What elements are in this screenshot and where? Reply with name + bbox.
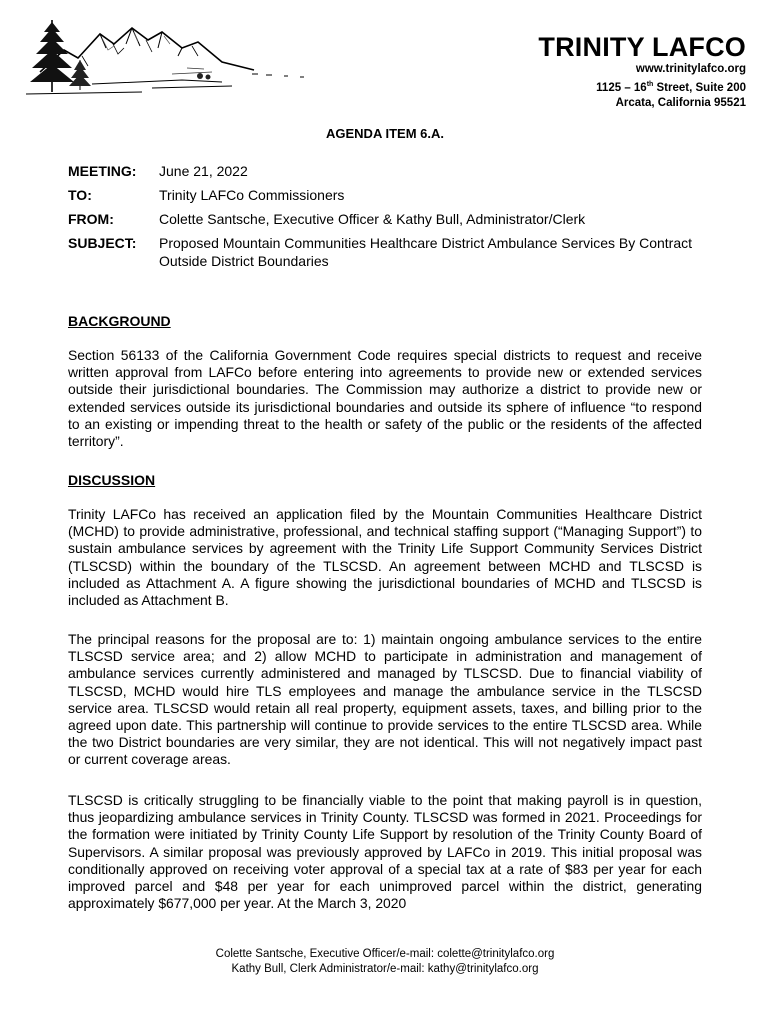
to-value: Trinity LAFCo Commissioners bbox=[159, 187, 345, 203]
discussion-paragraph-1: Trinity LAFCo has received an application filed by the Mountain Communities Healthcare District (MCHD) to provide administrative, professional, and technical staffing support (“Managing Support”) to sustain ambulance services by agreement with the Trinity Life Support Community Services District (TLSCSD) within the boundary of the TLSCSD. An agreement between MCHD and TLSCSD is included as Attachment A. A figure showing the jurisdictional boundaries of MCHD and TLSCSD is included as Attachment B. bbox=[68, 506, 702, 609]
meeting-value: June 21, 2022 bbox=[159, 163, 248, 179]
address-number: 1125 – 16 bbox=[596, 82, 647, 94]
organization-header bbox=[538, 32, 746, 111]
meeting-row bbox=[68, 162, 708, 180]
discussion-paragraph-2: The principal reasons for the proposal are to: 1) maintain ongoing ambulance services to the entire TLSCSD service area; and 2) allow MCHD to participate in administration and management of ambulance services currently administered and managed by TLSCSD. Due to financial viability of TLSCSD, MCHD would hire TLS employees and manage the ambulance service in the TLSCSD service area. TLSCSD would retain all real property, equipment assets, taxes, and billing prior to the agreed upon date. This partnership will continue to provide services to the entire TLSCSD area. While the two District boundaries are very similar, they are not identical. This will not negatively impact past or current coverage areas. bbox=[68, 631, 702, 768]
background-heading: BACKGROUND bbox=[68, 313, 171, 329]
memo-header bbox=[68, 162, 708, 276]
city-address: Arcata, California 95521 bbox=[615, 97, 746, 109]
agenda-item-title: AGENDA ITEM 6.A. bbox=[326, 126, 444, 141]
address-street: Street, Suite 200 bbox=[653, 82, 746, 94]
organization-name: TRINITY LAFCO bbox=[538, 32, 746, 62]
address-superscript: th bbox=[646, 81, 654, 88]
subject-label: SUBJECT: bbox=[68, 235, 137, 251]
street-address bbox=[538, 77, 746, 96]
website-link[interactable]: www.trinitylafco.org bbox=[635, 63, 746, 75]
footer-contact-executive: Colette Santsche, Executive Officer/e-mail: colette@trinitylafco.org bbox=[215, 948, 555, 960]
meeting-label: MEETING: bbox=[68, 163, 137, 179]
from-row bbox=[68, 210, 708, 228]
subject-value: Proposed Mountain Communities Healthcare District Ambulance Services By Contract Outside District Boundaries bbox=[159, 235, 693, 269]
background-paragraph: Section 56133 of the California Government Code requires special districts to request and receive written approval from LAFCo before entering into agreements to provide new or extended services outside their jurisdictional boundaries. The Commission may authorize a district to provide new or extended services outside its jurisdictional boundaries and outside its sphere of influence “to respond to an existing or impending threat to the health or safety of the public or the residents of the affected territory”. bbox=[68, 347, 702, 450]
mountain-landscape-logo bbox=[22, 14, 322, 100]
subject-row bbox=[68, 234, 708, 270]
from-value: Colette Santsche, Executive Officer & Kathy Bull, Administrator/Clerk bbox=[159, 211, 586, 227]
page-footer bbox=[0, 947, 770, 976]
to-label: TO: bbox=[68, 187, 92, 203]
to-row bbox=[68, 186, 708, 204]
discussion-paragraph-3: TLSCSD is critically struggling to be financially viable to the point that making payroll is in question, thus jeopardizing ambulance services in Trinity County. TLSCSD was formed in 2021. Proceedings for the formation were initiated by Trinity County Life Support by resolution of the Trinity County Board of Supervisors. A similar proposal was previously approved by LAFCo in 2019. This initial proposal was conditionally approved on receiving voter approval of a special tax at a rate of $83 per year for each improved parcel and $48 per year for each unimproved parcel within the district, generating approximately $677,000 per year. At the March 3, 2020 bbox=[68, 792, 702, 912]
discussion-heading: DISCUSSION bbox=[68, 472, 156, 488]
from-label: FROM: bbox=[68, 211, 114, 227]
footer-contact-clerk: Kathy Bull, Clerk Administrator/e-mail: kathy@trinitylafco.org bbox=[231, 962, 539, 975]
